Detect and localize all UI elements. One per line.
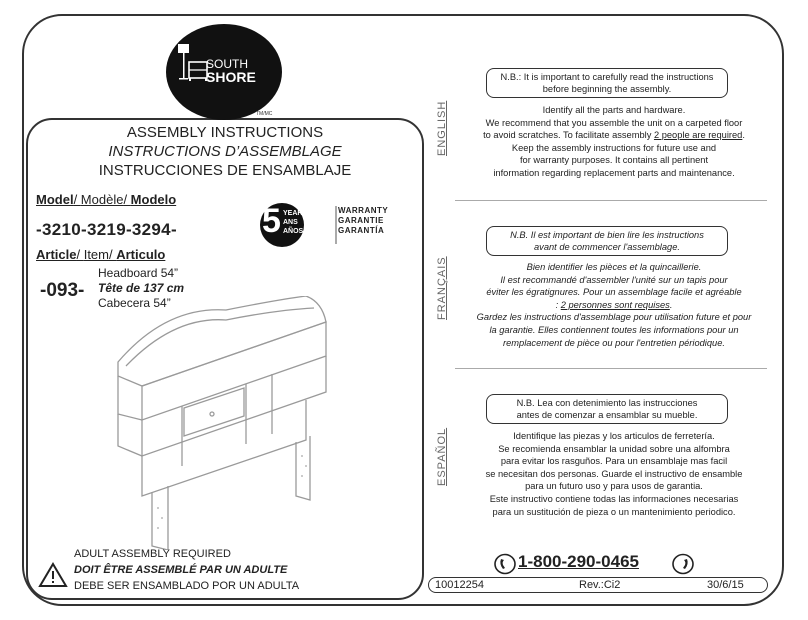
adult-notice-english: ADULT ASSEMBLY REQUIRED: [74, 548, 231, 560]
para-en-line: Keep the assembly instructions for future use and: [511, 142, 717, 153]
headboard-illustration: [96, 296, 344, 550]
nb-english-line-1: N.B.: It is important to carefully read the instructions: [500, 72, 714, 82]
para-en-line: information regarding replacement parts and maintenance.: [493, 167, 735, 178]
nb-english-line-2: before beginning the assembly.: [542, 84, 672, 94]
warranty-word-es: AÑOS: [283, 228, 304, 235]
nb-spanish-line-1: N.B. Lea con detenimiento las instrucciones: [516, 398, 698, 408]
para-fr-line: remplacement de pièce ou pour l'entretien périodique.: [503, 337, 725, 348]
language-label-english: ENGLISH: [436, 100, 448, 156]
warranty-line-es: GARANTÍA: [338, 226, 385, 235]
warranty-years-words: [283, 209, 307, 236]
section-divider: [455, 200, 767, 201]
para-es-line: para un sustitución de pieza o un mantenimiento periodico.: [492, 506, 736, 517]
paragraph-french: [455, 261, 773, 349]
revision: Rev.:Ci2: [579, 579, 621, 591]
article-label: Article/ Item/ Articulo: [36, 247, 166, 262]
para-fr-line: Il est recommandé d'assembler l'unité sur un tapis pour: [500, 274, 728, 285]
logo-wordmark: [206, 58, 256, 85]
language-label-french: FRANÇAIS: [436, 256, 448, 320]
title-spanish: INSTRUCCIONES DE ENSAMBLAJE: [98, 162, 352, 179]
warranty-years: 5: [262, 202, 281, 240]
phone-number-text: 1-800-290-0465: [518, 552, 639, 571]
nb-english: [486, 68, 728, 98]
phone-number: [518, 552, 639, 572]
para-es-line: Este instructivo contiene todas las informaciones necesarias: [489, 493, 739, 504]
article-label-en: Article: [36, 247, 77, 262]
para-en-line: to avoid scratches. To facilitate assembly 2 people are required.: [483, 130, 745, 141]
para-en-line: We recommend that you assemble the unit on a carpeted floor: [485, 117, 743, 128]
article-label-fr: Item: [83, 247, 109, 262]
product-french: Tête de 137 cm: [98, 281, 185, 295]
para-es-line: Identifique las piezas y los articulos de ferretería.: [513, 431, 715, 441]
section-divider: [455, 368, 767, 369]
para-es-line: para un futuro uso y para usos de garantia.: [525, 481, 703, 492]
trademark: TM/MC: [256, 111, 273, 117]
para-fr-line: Gardez les instructions d'assemblage pour utilisation future et pour: [476, 312, 752, 323]
adult-notice-spanish: DEBE SER ENSAMBLADO POR UN ADULTA: [74, 580, 300, 592]
model-number: -3210-3219-3294-: [36, 220, 177, 239]
phone-icon: [494, 553, 516, 575]
document-number: 10012254: [435, 579, 484, 591]
revision-date: 30/6/15: [707, 579, 744, 591]
warning-icon: [38, 562, 68, 588]
title-english: ASSEMBLY INSTRUCTIONS: [126, 124, 324, 141]
model-label-fr: Modèle: [80, 192, 124, 207]
warranty-word-fr: ANS: [283, 219, 298, 226]
para-en-line: Identify all the parts and hardware.: [542, 105, 686, 115]
model-label: Model/ Modèle/ Modelo: [36, 192, 177, 207]
product-english: Headboard 54”: [98, 266, 179, 280]
language-label-spanish: ESPAÑOL: [436, 427, 448, 486]
para-es-line: Se recomienda ensamblar la unidad sobre una alfombra: [498, 443, 730, 454]
nb-spanish-line-2: antes de comenzar a ensamblar su mueble.: [516, 410, 698, 420]
paragraph-english: [455, 104, 773, 180]
logo-line-1: SOUTH: [206, 57, 248, 71]
warranty-text: [338, 206, 388, 236]
para-fr-line: éviter les égratignures. Pour un assemblage facile et agréable: [486, 287, 742, 298]
warranty-word-en: YEARS: [283, 210, 308, 217]
nb-french: [486, 226, 728, 256]
logo-line-2: SHORE: [206, 69, 256, 85]
para-fr-line: : 2 personnes sont requises.: [555, 299, 673, 310]
article-label-es: Articulo: [116, 247, 166, 262]
para-es-line: para evitar los rasguños. Para un ensamblaje mas facil: [500, 456, 728, 467]
title-french: INSTRUCTIONS D’ASSEMBLAGE: [108, 143, 342, 160]
para-es-line: se necesitan dos personas. Guarde el instructivo de ensamble: [485, 468, 743, 479]
warranty-line-en: WARRANTY: [338, 206, 389, 215]
adult-notice-french: DOIT ÊTRE ASSEMBLÉ PAR UN ADULTE: [74, 564, 288, 576]
nb-spanish: [486, 394, 728, 424]
article-number: -093-: [40, 280, 85, 301]
product-spanish: Cabecera 54”: [98, 296, 171, 310]
para-fr-line: la garantie. Elles contiennent toutes les informations pour un: [489, 324, 739, 335]
nb-french-line-1: N.B. Il est important de bien lire les instructions: [510, 230, 704, 240]
para-en-line: for warranty purposes. It contains all pertinent: [519, 155, 709, 166]
model-label-en: Model: [36, 192, 74, 207]
warranty-line-fr: GARANTIE: [338, 216, 384, 225]
phone-icon: [672, 553, 694, 575]
paragraph-spanish: [455, 430, 773, 518]
document-footer: [428, 577, 768, 593]
model-label-es: Modelo: [130, 192, 177, 207]
nb-french-line-2: avant de commencer l'assemblage.: [534, 242, 680, 252]
para-fr-line: Bien identifier les pièces et la quincaillerie.: [526, 262, 702, 272]
